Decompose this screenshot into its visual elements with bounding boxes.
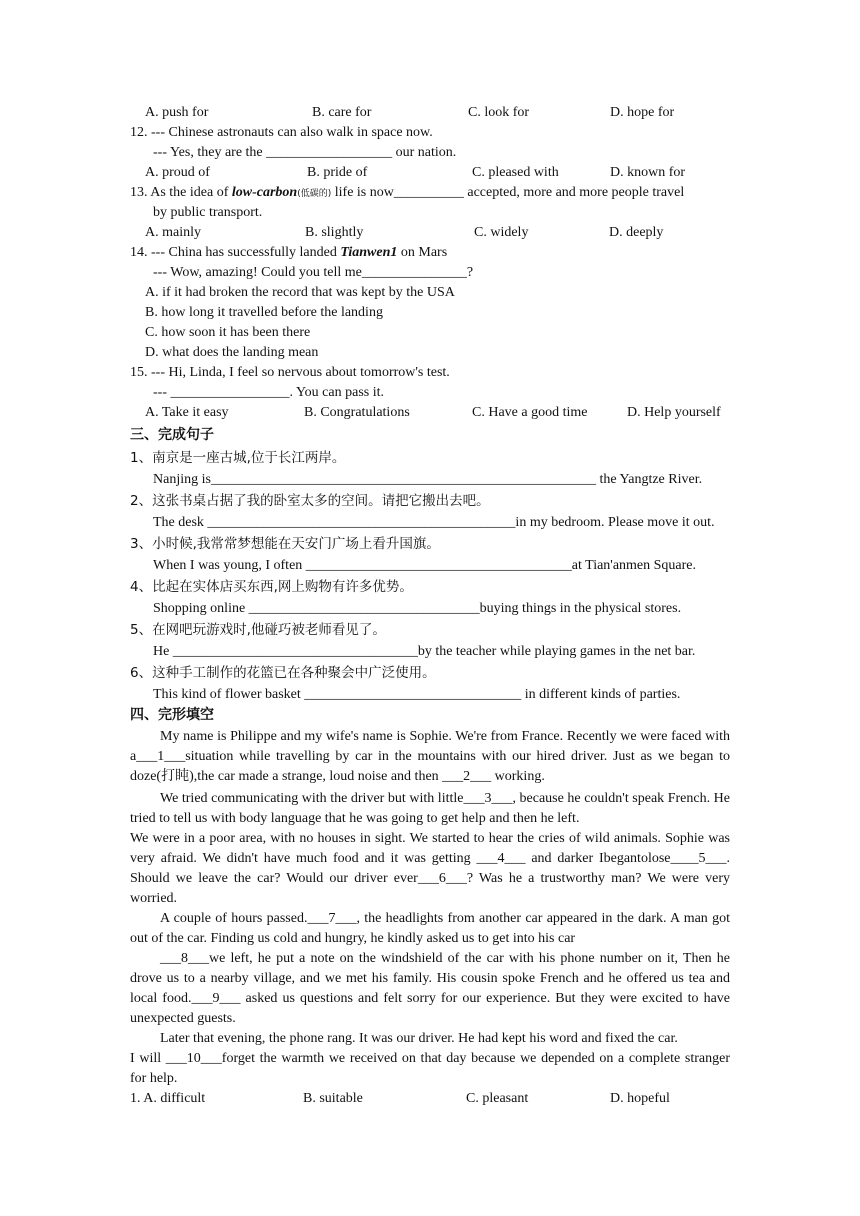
q14-stem <box>130 243 447 263</box>
option-d: D. hope for <box>610 105 675 120</box>
option-b: B. pride of <box>307 165 368 180</box>
option-a: A. mainly <box>145 225 201 240</box>
option-a: A. push for <box>145 105 209 120</box>
sentence-english: When I was young, I often ______________________________________at Tian'anmen Square. <box>153 558 697 573</box>
option-a: A. Take it easy <box>145 405 229 420</box>
option-b: B. suitable <box>303 1091 363 1106</box>
passage-paragraph: I will ___10___forget the warmth we received on that day because we depended on a complete stranger for help. <box>130 1051 730 1086</box>
option-d: D. known for <box>610 165 686 180</box>
sentence-english: Nanjing is_______________________________________________________ the Yangtze River. <box>153 472 703 487</box>
section-title: 三、完成句子 <box>130 427 214 443</box>
option-b: B. care for <box>312 105 372 120</box>
sentence-english: He ___________________________________by the teacher while playing games in the net bar. <box>153 644 696 659</box>
q14-stem-end: on Mars <box>397 245 448 260</box>
option-a: A. if it had broken the record that was kept by the USA <box>145 285 455 300</box>
sentence-chinese: 5、在网吧玩游戏时,他碰巧被老师看见了。 <box>130 622 386 638</box>
sentence-chinese: 3、小时候,我常常梦想能在天安门广场上看升国旗。 <box>130 536 440 552</box>
q13-stem-cont: by public transport. <box>153 205 263 220</box>
passage-paragraph: ___8___we left, he put a note on the windshield of the car with his phone number on it, Then he drove us to a nearby village, and we met his family. His cousin spoke French and he offered us tea and local food.___9___ asked us questions and felt sorry for our experience. But they were excited to have unexpected guests. <box>130 951 730 1026</box>
option-d: D. hopeful <box>610 1091 670 1106</box>
option-c: C. widely <box>474 225 529 240</box>
option-d: D. Help yourself <box>627 405 721 420</box>
q13-stem <box>130 183 684 204</box>
q15-reply: --- _________________. You can pass it. <box>153 385 384 400</box>
sentence-chinese: 6、这种手工制作的花篮已在各种聚会中广泛使用。 <box>130 665 436 681</box>
q13-keyword: low-carbon <box>231 185 298 200</box>
sentence-english: Shopping online _________________________________buying things in the physical stores. <box>153 601 682 616</box>
q13-gloss: (低碳的) <box>297 189 332 199</box>
passage-paragraph: We were in a poor area, with no houses in sight. We started to hear the cries of wild animals. Sophie was very afraid. We didn't have much food and it was getting ___4___ and darker Ibegantolose____5___. Should we leave the car? Would our driver ever___6___? Was he a trustworthy man? We were very worried. <box>130 831 730 906</box>
option-c: C. pleased with <box>472 165 559 180</box>
q12-stem: 12. --- Chinese astronauts can also walk in space now. <box>130 125 433 140</box>
passage-paragraph: A couple of hours passed.___7___, the headlights from another car appeared in the dark. A man got out of the car. Finding us cold and hungry, he kindly asked us to get into his car <box>130 911 730 946</box>
option-b: B. slightly <box>305 225 364 240</box>
option-a: A. proud of <box>145 165 210 180</box>
sentence-chinese: 2、这张书桌占据了我的卧室太多的空间。请把它搬出去吧。 <box>130 493 490 509</box>
q13-stem-start: 13. As the idea of <box>130 185 232 200</box>
sentence-chinese: 4、比起在实体店买东西,网上购物有许多优势。 <box>130 579 413 595</box>
option-d: D. what does the landing mean <box>145 345 319 360</box>
q12-reply: --- Yes, they are the __________________ our nation. <box>153 145 457 160</box>
section-title: 四、完形填空 <box>130 707 214 723</box>
q14-keyword: Tianwen1 <box>340 245 398 260</box>
option-b: B. how long it travelled before the landing <box>145 305 383 320</box>
option-c: C. look for <box>468 105 530 120</box>
sentence-english: This kind of flower basket _______________________________ in different kinds of parties. <box>153 687 681 702</box>
q15-stem: 15. --- Hi, Linda, I feel so nervous about tomorrow's test. <box>130 365 450 380</box>
passage-paragraph: My name is Philippe and my wife's name is Sophie. We're from France. Recently we were faced with a___1___situation while travelling by car in the mountains with our hired driver. Just as we began to doze(打盹),the car made a strange, loud noise and then ___2___ working. <box>130 729 730 784</box>
sentence-english: The desk ____________________________________________in my bedroom. Please move it out. <box>153 515 715 530</box>
option-c: C. Have a good time <box>472 405 588 420</box>
option-b: B. Congratulations <box>304 405 410 420</box>
option-c: C. pleasant <box>466 1091 529 1106</box>
passage-paragraph: We tried communicating with the driver but with little___3___, because he couldn't speak French. He tried to tell us with body language that he was going to get help and then he left. <box>130 791 730 826</box>
passage-paragraph: Later that evening, the phone rang. It was our driver. He had kept his word and fixed the car. <box>160 1031 678 1046</box>
sentence-chinese: 1、南京是一座古城,位于长江两岸。 <box>130 450 346 466</box>
q14-stem-start: 14. --- China has successfully landed <box>130 245 341 260</box>
option-d: D. deeply <box>609 225 664 240</box>
option-c: C. how soon it has been there <box>145 325 311 340</box>
option-a: 1. A. difficult <box>130 1091 206 1106</box>
q13-stem-end: life is now__________ accepted, more and more people travel <box>331 185 685 200</box>
q14-reply: --- Wow, amazing! Could you tell me_______________? <box>153 265 474 280</box>
